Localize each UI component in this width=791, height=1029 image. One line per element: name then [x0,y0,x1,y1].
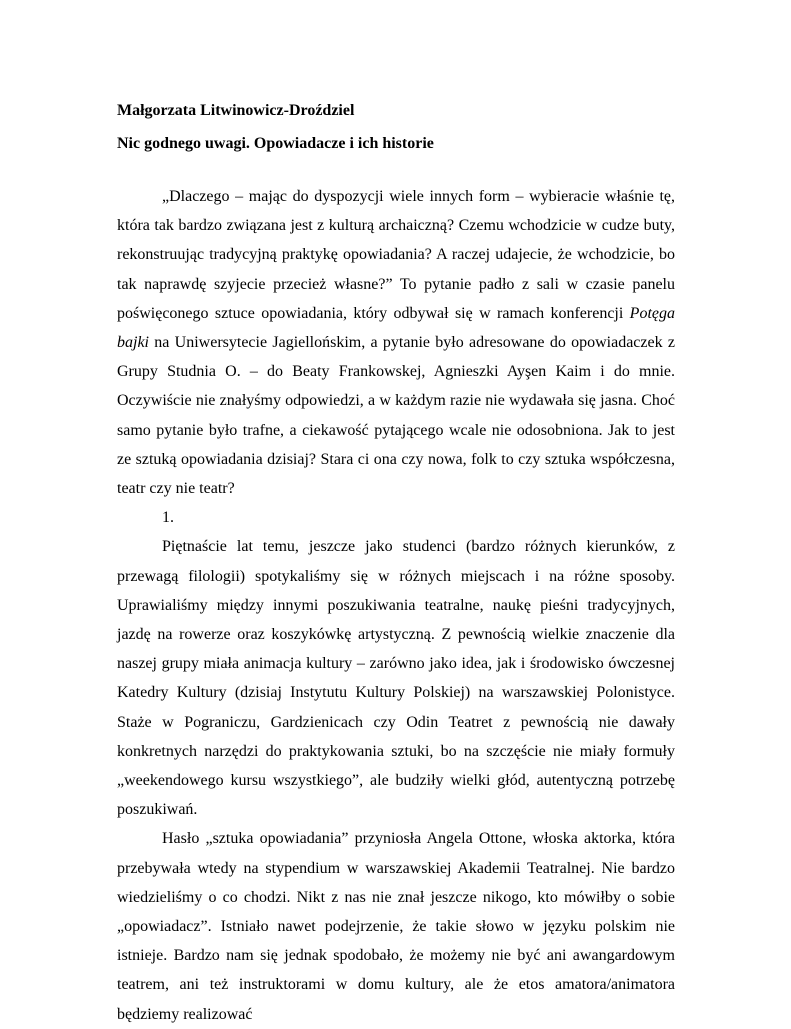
paragraph-3: Hasło „sztuka opowiadania” przyniosła Angela Ottone, włoska aktorka, która przebywała wtedy na stypendium w warszawskiej Akademii Teatralnej. Nie bardzo wiedzieliśmy o co chodzi. Nikt z nas nie znał jeszcze nikogo, kto mówiłby o sobie „opowiadacz”. Istniało nawet podejrzenie, że takie słowo w języku polskim nie istnieje. Bardzo nam się jednak spodobało, że możemy nie być ani awangardowym teatrem, ani też instruktorami w domu kultury, ale że etos amatora/animatora będziemy realizować [117,830,675,1023]
paragraph-1 [117,182,675,503]
article-body [117,182,675,1029]
section-number: 1. [162,509,174,527]
article-title: Nic godnego uwagi. Opowiadacze i ich historie [117,135,434,152]
conference-name: Potęga bajki [117,304,675,352]
paragraph-2: Piętnaście lat temu, jeszcze jako studenci (bardzo różnych kierunków, z przewagą filologii) spotykaliśmy się w różnych miejscach i na różne sposoby. Uprawialiśmy między innymi poszukiwania teatralne, naukę pieśni tradycyjnych, jazdę na rowerze oraz koszykówkę artystyczną. Z pewnością wielkie znaczenie dla naszej grupy miała animacja kultury – zarówno jako idea, jak i środowisko ówczesnej Katedry Kultury (dzisiaj Instytutu Kultury Polskiej) na warszawskiej Polonistyce. Staże w Pograniczu, Gardzienicach czy Odin Teatret z pewnością nie dawały konkretnych narzędzi do praktykowania sztuki, bo na szczęście nie miały formuły „weekendowego kursu wszystkiego”, ale budziły wielki głód, autentyczną potrzebę poszukiwań. [117,538,675,819]
author-name: Małgorzata Litwinowicz-Droździel [117,102,355,119]
paragraph-1-part-a: „Dlaczego – mając do dyspozycji wiele innych form – wybieracie właśnie tę, która tak bardzo związana jest z kulturą archaiczną? Czemu wchodzicie w cudze buty, rekonstruując tradycyjną praktykę opowiadania? A raczej udajecie, że wchodzicie, bo tak naprawdę szyjecie przecież własne?” To pytanie padło z sali w czasie panelu poświęconego sztuce opowiadania, który odbywał się w ramach konferencji [117,188,675,322]
paragraph-1-part-b: na Uniwersytecie Jagiellońskim, a pytanie było adresowane do opowiadaczek z Grupy Studnia O. – do Beaty Frankowskej, Agnieszki Ayşen Kaim i do mnie. Oczywiście nie znałyśmy odpowiedzi, a w każdym razie nie wydawała się jasna. Choć samo pytanie było trafne, a ciekawość pytającego wcale nie odosobniona. Jak to jest ze sztuką opowiadania dzisiaj? Stara ci ona czy nowa, folk to czy sztuka współczesna, teatr czy nie teatr? [117,334,675,498]
